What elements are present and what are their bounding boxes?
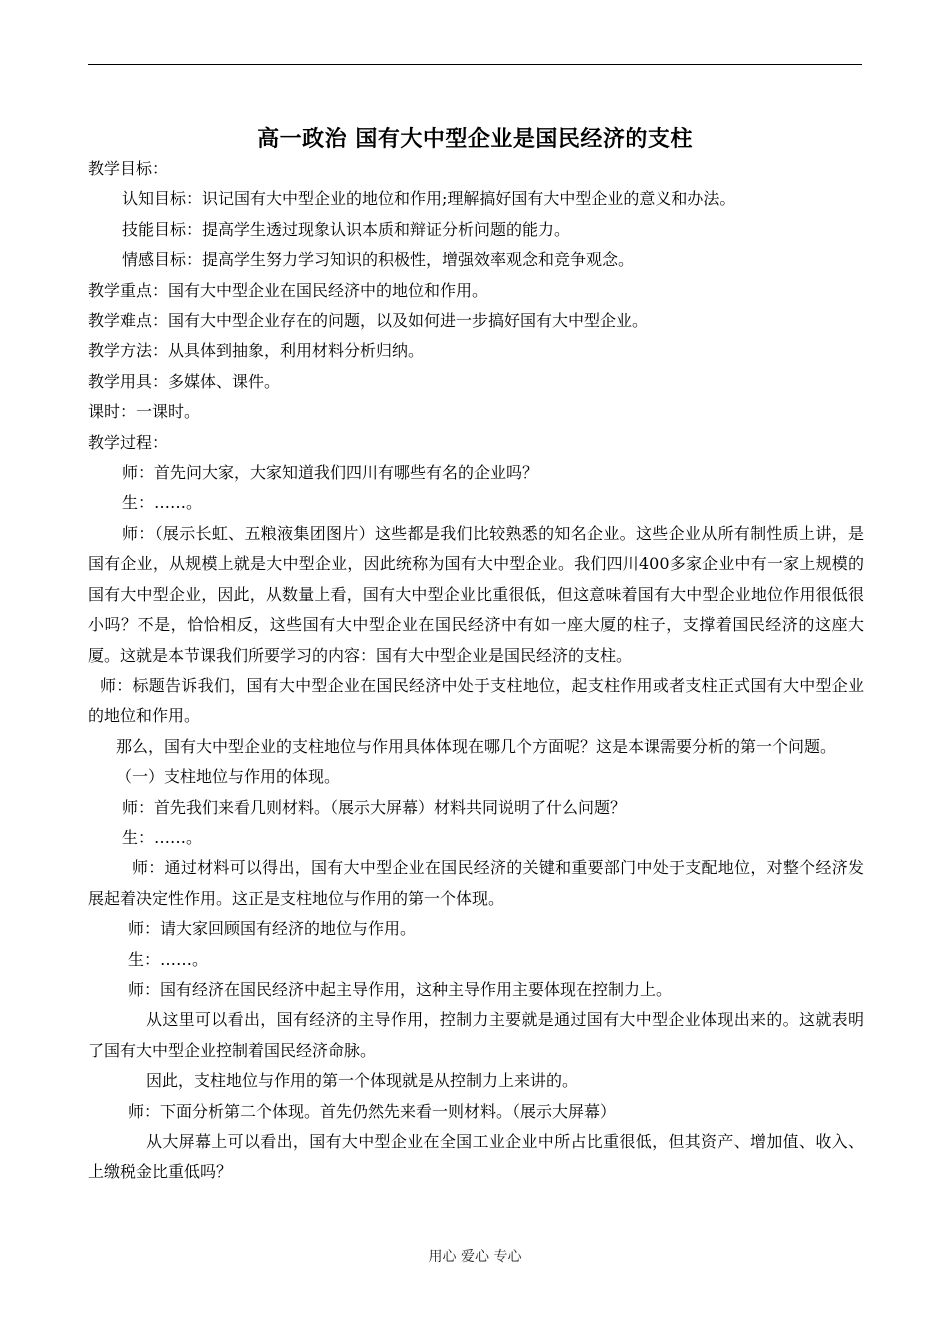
teaching-difficulty: 教学难点：国有大中型企业存在的问题，以及如何进一步搞好国有大中型企业。 <box>88 311 649 331</box>
objective-emotion: 情感目标：提高学生努力学习知识的积极性，增强效率观念和竞争观念。 <box>122 250 635 270</box>
teaching-tools: 教学用具：多媒体、课件。 <box>88 371 281 391</box>
dialogue-student: 生：……。 <box>122 493 203 513</box>
section-heading-objectives: 教学目标： <box>88 159 169 178</box>
section-heading-process: 教学过程： <box>88 432 169 452</box>
teaching-key-point: 教学重点：国有大中型企业在国民经济中的地位和作用。 <box>88 280 489 300</box>
dialogue-student: 生：……。 <box>128 949 209 969</box>
dialogue-student: 生：……。 <box>122 827 203 847</box>
dialogue-teacher-paragraph: 师：通过材料可以得出，国有大中型企业在国民经济的关键和重要部门中处于支配地位，对整个经济发展起着决定性作用。这正是支柱地位与作用的第一个体现。 <box>88 858 864 908</box>
dialogue-teacher: 师：首先问大家，大家知道我们四川有哪些有名的企业吗？ <box>122 463 539 483</box>
document-body <box>88 154 864 1188</box>
dialogue-teacher: 师：请大家回顾国有经济的地位与作用。 <box>128 919 417 939</box>
body-paragraph: 那么，国有大中型企业的支柱地位与作用具体体现在哪几个方面呢？这是本课需要分析的第一个问题。 <box>116 736 837 756</box>
dialogue-teacher-paragraph: 师：标题告诉我们，国有大中型企业在国民经济中处于支柱地位，起支柱作用或者支柱正式国有大中型企业的地位和作用。 <box>88 675 864 726</box>
dialogue-teacher: 师：首先我们来看几则材料。（展示大屏幕）材料共同说明了什么问题？ <box>122 797 627 817</box>
dialogue-teacher: 师：下面分析第二个体现。首先仍然先来看一则材料。（展示大屏幕） <box>128 1101 617 1121</box>
body-paragraph: 因此，支柱地位与作用的第一个体现就是从控制力上来讲的。 <box>146 1071 579 1091</box>
subsection-heading: （一）支柱地位与作用的体现。 <box>116 767 341 787</box>
dialogue-teacher-paragraph: 师：（展示长虹、五粮液集团图片）这些都是我们比较熟悉的知名企业。这些企业从所有制性质上讲，是国有企业，从规模上就是大中型企业，因此统称为国有大中型企业。我们四川400多家企业中有一家上规模的国有大中型企业，因此，从数量上看，国有大中型企业比重很低，但这意味着国有大中型企业地位作用很低很小吗？不是，恰恰相反，这些国有大中型企业在国民经济中有如一座大厦的柱子，支撑着国民经济的这座大厦。这就是本节课我们所要学习的内容：国有大中型企业是国民经济的支柱。 <box>88 523 864 665</box>
class-hours: 课时：一课时。 <box>88 402 201 422</box>
objective-cognitive: 认知目标：识记国有大中型企业的地位和作用;理解搞好国有大中型企业的意义和办法。 <box>122 189 736 209</box>
objective-skill: 技能目标：提高学生透过现象认识本质和辩证分析问题的能力。 <box>122 219 571 239</box>
dialogue-teacher: 师：国有经济在国民经济中起主导作用，这种主导作用主要体现在控制力上。 <box>128 979 673 999</box>
header-rule <box>88 64 862 65</box>
page-footer: 用心 爱心 专心 <box>428 1249 522 1265</box>
document-title: 高一政治 国有大中型企业是国民经济的支柱 <box>257 127 693 152</box>
body-paragraph: 从这里可以看出，国有经济的主导作用，控制力主要就是通过国有大中型企业体现出来的。这就表明了国有大中型企业控制着国民经济命脉。 <box>88 1010 864 1060</box>
body-paragraph: 从大屏幕上可以看出，国有大中型企业在全国工业企业中所占比重很低，但其资产、增加值、收入、上缴税金比重低吗？ <box>88 1132 864 1182</box>
teaching-method: 教学方法：从具体到抽象，利用材料分析归纳。 <box>88 341 425 361</box>
